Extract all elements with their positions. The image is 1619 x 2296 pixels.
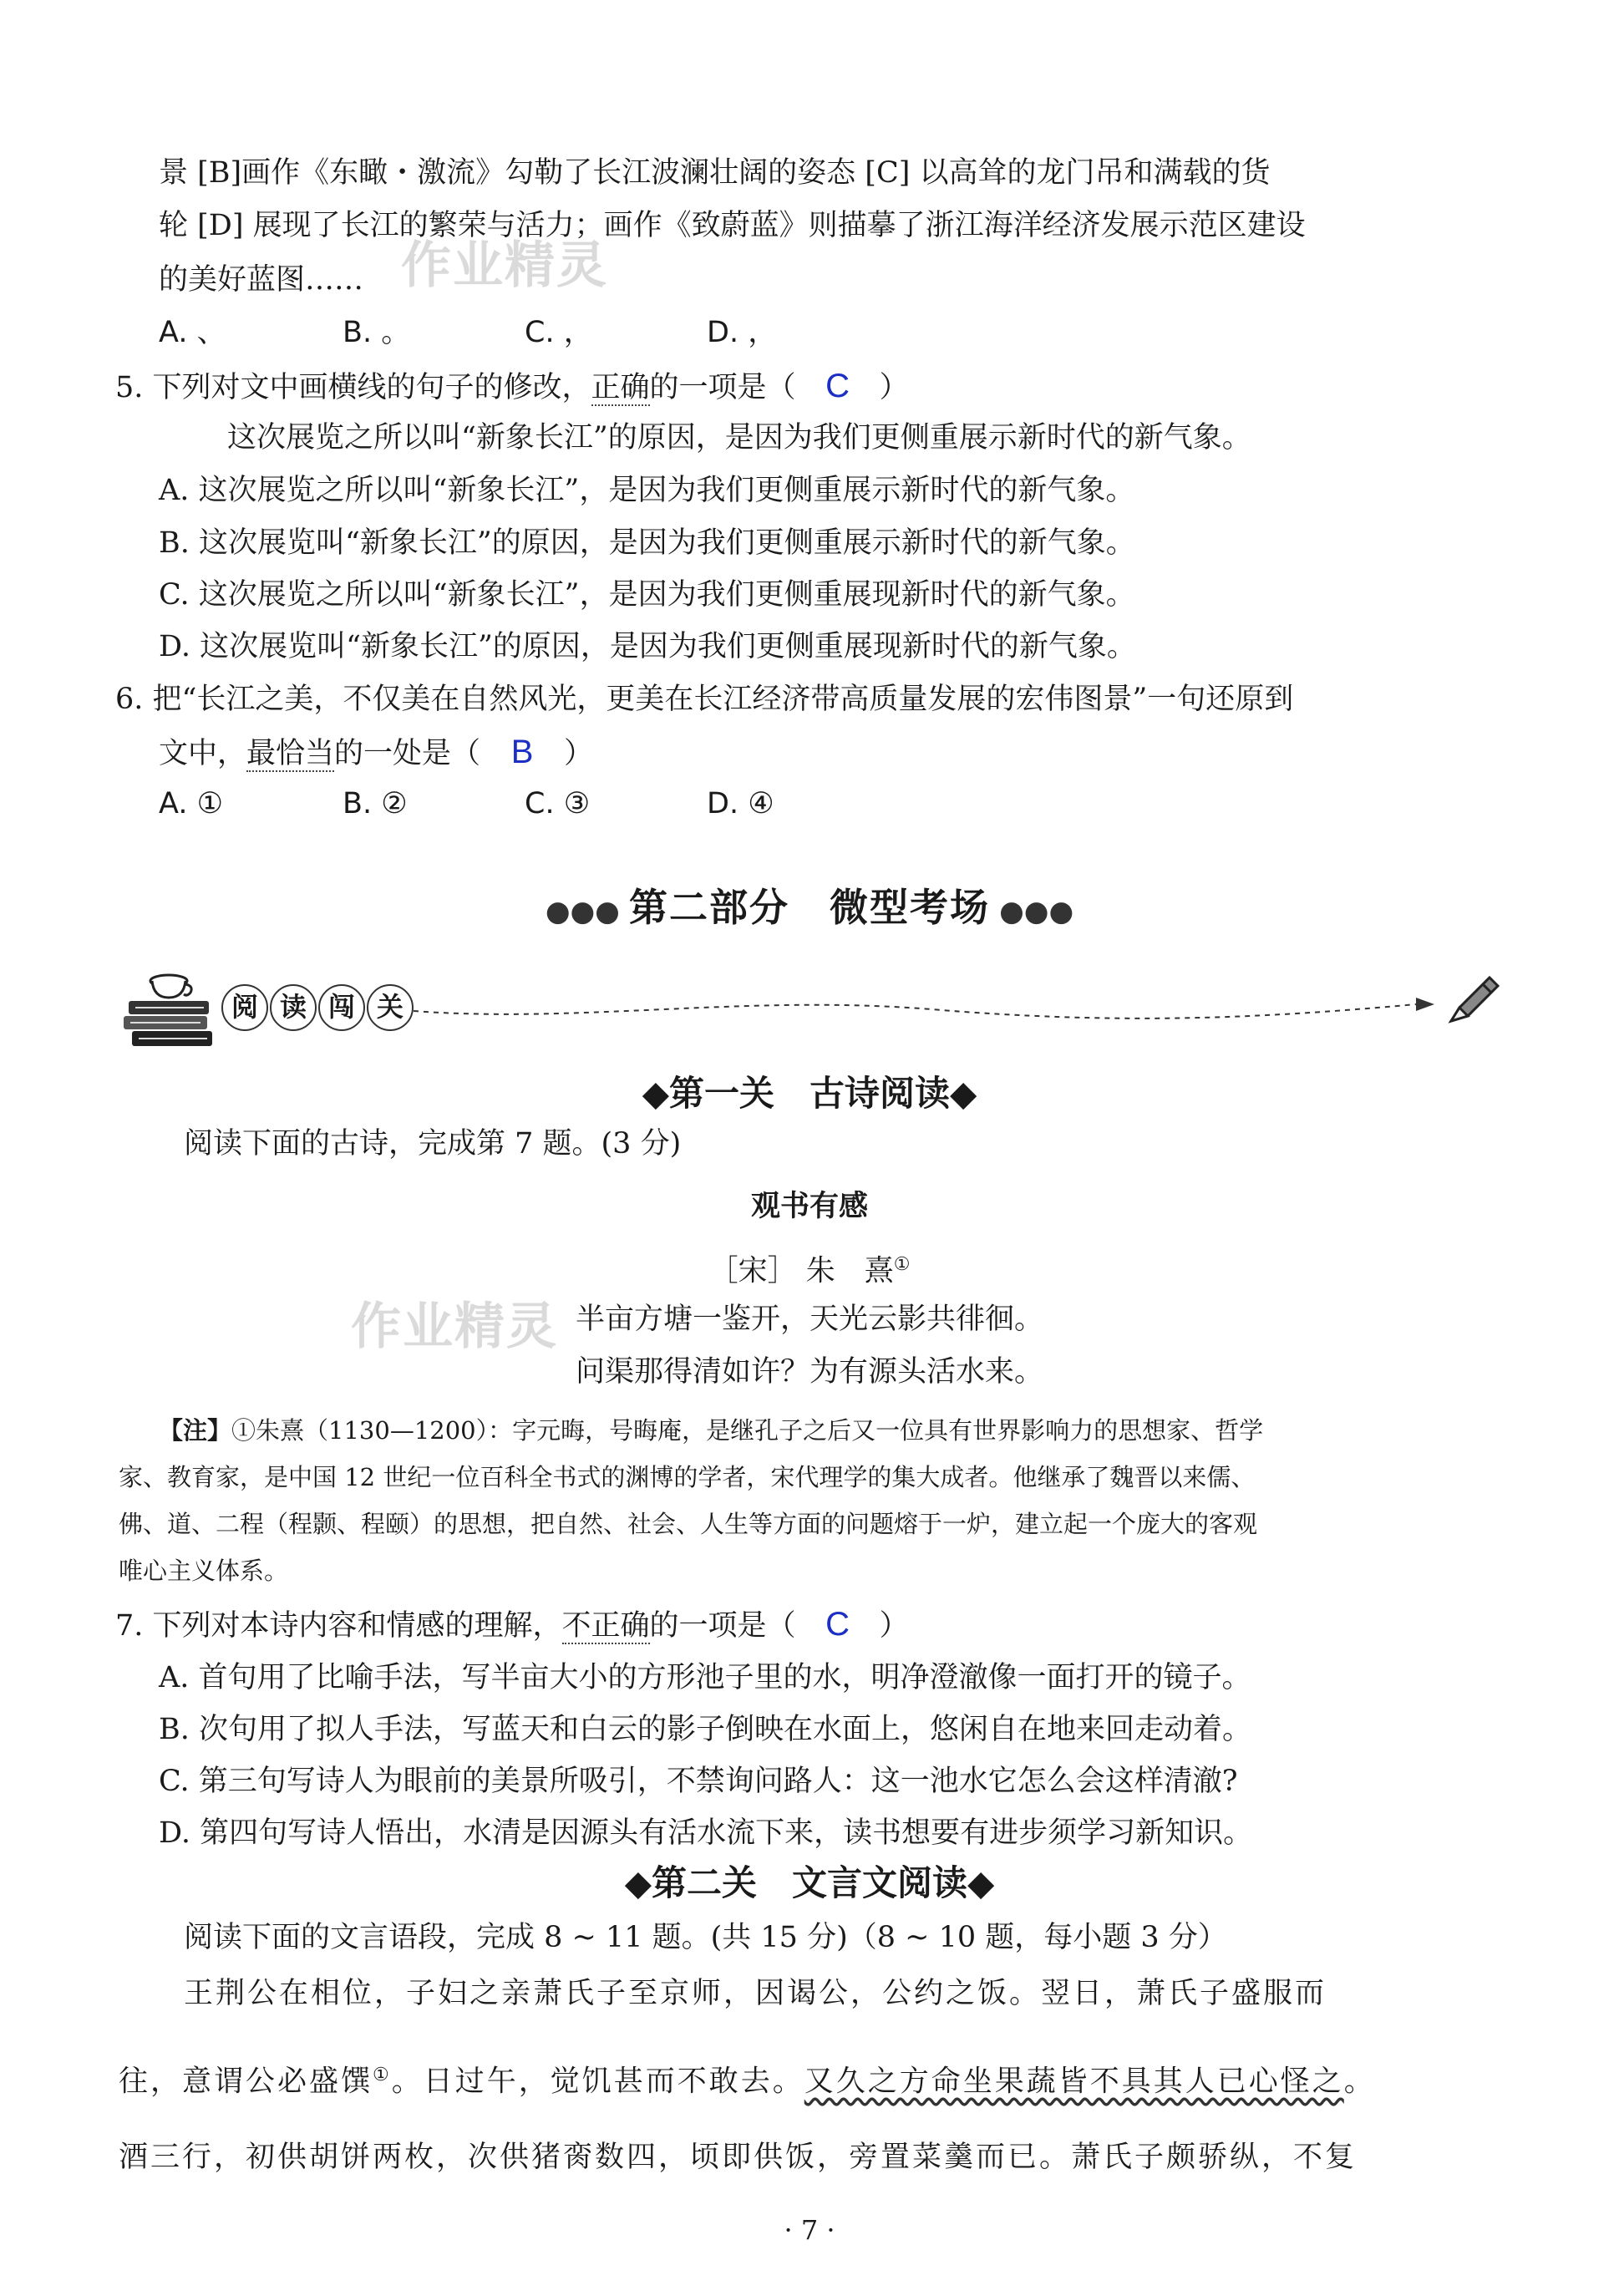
note-line-4: 唯心主义体系。: [119, 1557, 289, 1585]
q6-stem-emphasis: 最恰当: [246, 737, 335, 770]
q7-option-a: A. 首句用了比喻手法，写半亩大小的方形池子里的水，明净澄澈像一面打开的镜子。: [159, 1661, 1251, 1694]
q7-stem-emphasis: 不正确: [561, 1609, 650, 1643]
q5-stem-emphasis: 正确: [591, 371, 650, 404]
q5-answer: C: [825, 368, 850, 404]
banner-char-4: 关: [367, 984, 414, 1031]
q6-option-a: A. ①: [159, 787, 223, 820]
q4-text-line-3: 的美好蓝图……: [159, 263, 364, 297]
q7-stem-end: ）: [879, 1609, 909, 1643]
passage-note-mark: ①: [373, 2065, 392, 2085]
q7-stem-mid: 的一项是（: [649, 1609, 796, 1643]
q6-stem-line-1: 6. 把“长江之美，不仅美在自然风光，更美在长江经济带高质量发展的宏伟图景”一句还原到: [115, 683, 1294, 716]
poem-title: 观书有感: [750, 1190, 868, 1223]
pass1-title: ◆第一关 古诗阅读◆: [642, 1073, 977, 1114]
dots-right-icon: ●●●: [999, 895, 1074, 928]
q4-option-b: B. 。: [343, 316, 411, 349]
banner-char-2: 读: [270, 984, 317, 1031]
q5-stem-mid: 的一项是（: [649, 371, 796, 404]
q6-option-d: D. ④: [707, 787, 774, 820]
poem-author: ［宋］ 朱 熹①: [708, 1254, 911, 1288]
q6-option-c: C. ③: [525, 787, 591, 820]
part2-title: ●●● 第二部分 微型考场 ●●●: [545, 885, 1074, 930]
author-note-mark: ①: [893, 1254, 911, 1275]
banner-char-1: 阅: [221, 984, 268, 1031]
books-coffee-icon: [117, 969, 217, 1053]
note-line-2: 家、教育家，是中国 12 世纪一位百科全书式的渊博的学者，宋代理学的集大成者。他继承了魏晋以来儒、: [119, 1463, 1256, 1491]
wavy-underlined-sentence: 又久之方命坐果蔬皆不具其人已心怪之: [804, 2065, 1344, 2099]
q6-stem-end: ）: [564, 737, 594, 770]
reading-banner: [117, 969, 1504, 1061]
pass1-instruction: 阅读下面的古诗，完成第 7 题。(3 分): [184, 1127, 682, 1161]
q4-option-a: A. 、: [159, 316, 226, 349]
q4-text-line-1: 景 [B]画作《东瞰・激流》勾勒了长江波澜壮阔的姿态 [C] 以高耸的龙门吊和满载的货: [159, 156, 1271, 190]
q4-text-line-2: 轮 [D] 展现了长江的繁荣与活力；画作《致蔚蓝》则描摹了浙江海洋经济发展示范区建设: [159, 209, 1306, 242]
passage-line-1: 王荆公在相位，子妇之亲萧氏子至京师，因谒公，公约之饭。翌日，萧氏子盛服而: [184, 1977, 1327, 2010]
q4-option-c: C. ，: [525, 316, 593, 349]
q7-stem: [115, 1604, 909, 1646]
passage-line-2: 往，意谓公必盛馔①。日过午，觉饥甚而不敢去。又久之方命坐果蔬皆不具其人已心怪之。: [119, 2065, 1376, 2099]
note-line-3: 佛、道、二程（程颢、程颐）的思想，把自然、社会、人生等方面的问题熔于一炉，建立起一个庞大的客观: [119, 1510, 1258, 1538]
watermark: 作业精灵: [401, 236, 608, 295]
q5-sentence: 这次展览之所以叫“新象长江”的原因，是因为我们更侧重展示新时代的新气象。: [227, 421, 1251, 455]
q6-stem-line-2: [159, 732, 593, 774]
q6-stem-mid: 的一处是（: [334, 737, 481, 770]
q7-option-d: D. 第四句写诗人悟出，水清是因源头有活水流下来，读书想要有进步须学习新知识。: [159, 1816, 1253, 1850]
watermark: 作业精灵: [351, 1298, 558, 1356]
q7-option-b: B. 次句用了拟人手法，写蓝天和白云的影子倒映在水面上，悠闲自在地来回走动着。: [159, 1713, 1251, 1746]
q5-option-d: D. 这次展览叫“新象长江”的原因，是因为我们更侧重展现新时代的新气象。: [159, 630, 1136, 663]
q5-option-b: B. 这次展览叫“新象长江”的原因，是因为我们更侧重展示新时代的新气象。: [159, 526, 1135, 560]
poem-verse-1: 半亩方塘一鉴开，天光云影共徘徊。: [575, 1303, 1043, 1336]
q5-stem: [115, 366, 909, 408]
banner-char-3: 闯: [318, 984, 365, 1031]
q7-answer: C: [825, 1606, 850, 1643]
q5-option-c: C. 这次展览之所以叫“新象长江”，是因为我们更侧重展现新时代的新气象。: [159, 578, 1135, 612]
q6-option-b: B. ②: [343, 787, 408, 820]
q5-stem-start: 5. 下列对文中画横线的句子的修改，: [115, 371, 591, 404]
q6-stem-start: 文中，: [159, 737, 247, 770]
q7-stem-start: 7. 下列对本诗内容和情感的理解，: [115, 1609, 562, 1643]
q5-stem-end: ）: [879, 371, 909, 404]
note-line-1: 【注】①朱熹（1130—1200）：字元晦，号晦庵，是继孔子之后又一位具有世界影响力的思想家、哲学: [159, 1416, 1264, 1445]
q4-option-d: D. ，: [707, 316, 778, 349]
pass2-instruction: 阅读下面的文言语段，完成 8 ~ 11 题。(共 15 分)（8 ~ 10 题，每小题 3 分）: [184, 1921, 1227, 1954]
passage-line-3: 酒三行，初供胡饼两枚，次供猪脔数四，顷即供饭，旁置菜羹而已。萧氏子颇骄纵，不复: [119, 2141, 1358, 2174]
q6-answer: B: [510, 734, 534, 770]
dots-left-icon: ●●●: [545, 895, 620, 928]
pencil-icon: [1441, 969, 1504, 1032]
q5-option-a: A. 这次展览之所以叫“新象长江”，是因为我们更侧重展示新时代的新气象。: [159, 474, 1135, 507]
pass2-title: ◆第二关 文言文阅读◆: [624, 1862, 995, 1903]
poem-verse-2: 问渠那得清如许？为有源头活水来。: [575, 1355, 1043, 1389]
page-number: · 7 ·: [784, 2214, 835, 2246]
dashed-wave-line: [414, 986, 1441, 1028]
note-label: 【注】: [159, 1416, 232, 1445]
q7-option-c: C. 第三句写诗人为眼前的美景所吸引，不禁询问路人：这一池水它怎么会这样清澈?: [159, 1765, 1238, 1798]
